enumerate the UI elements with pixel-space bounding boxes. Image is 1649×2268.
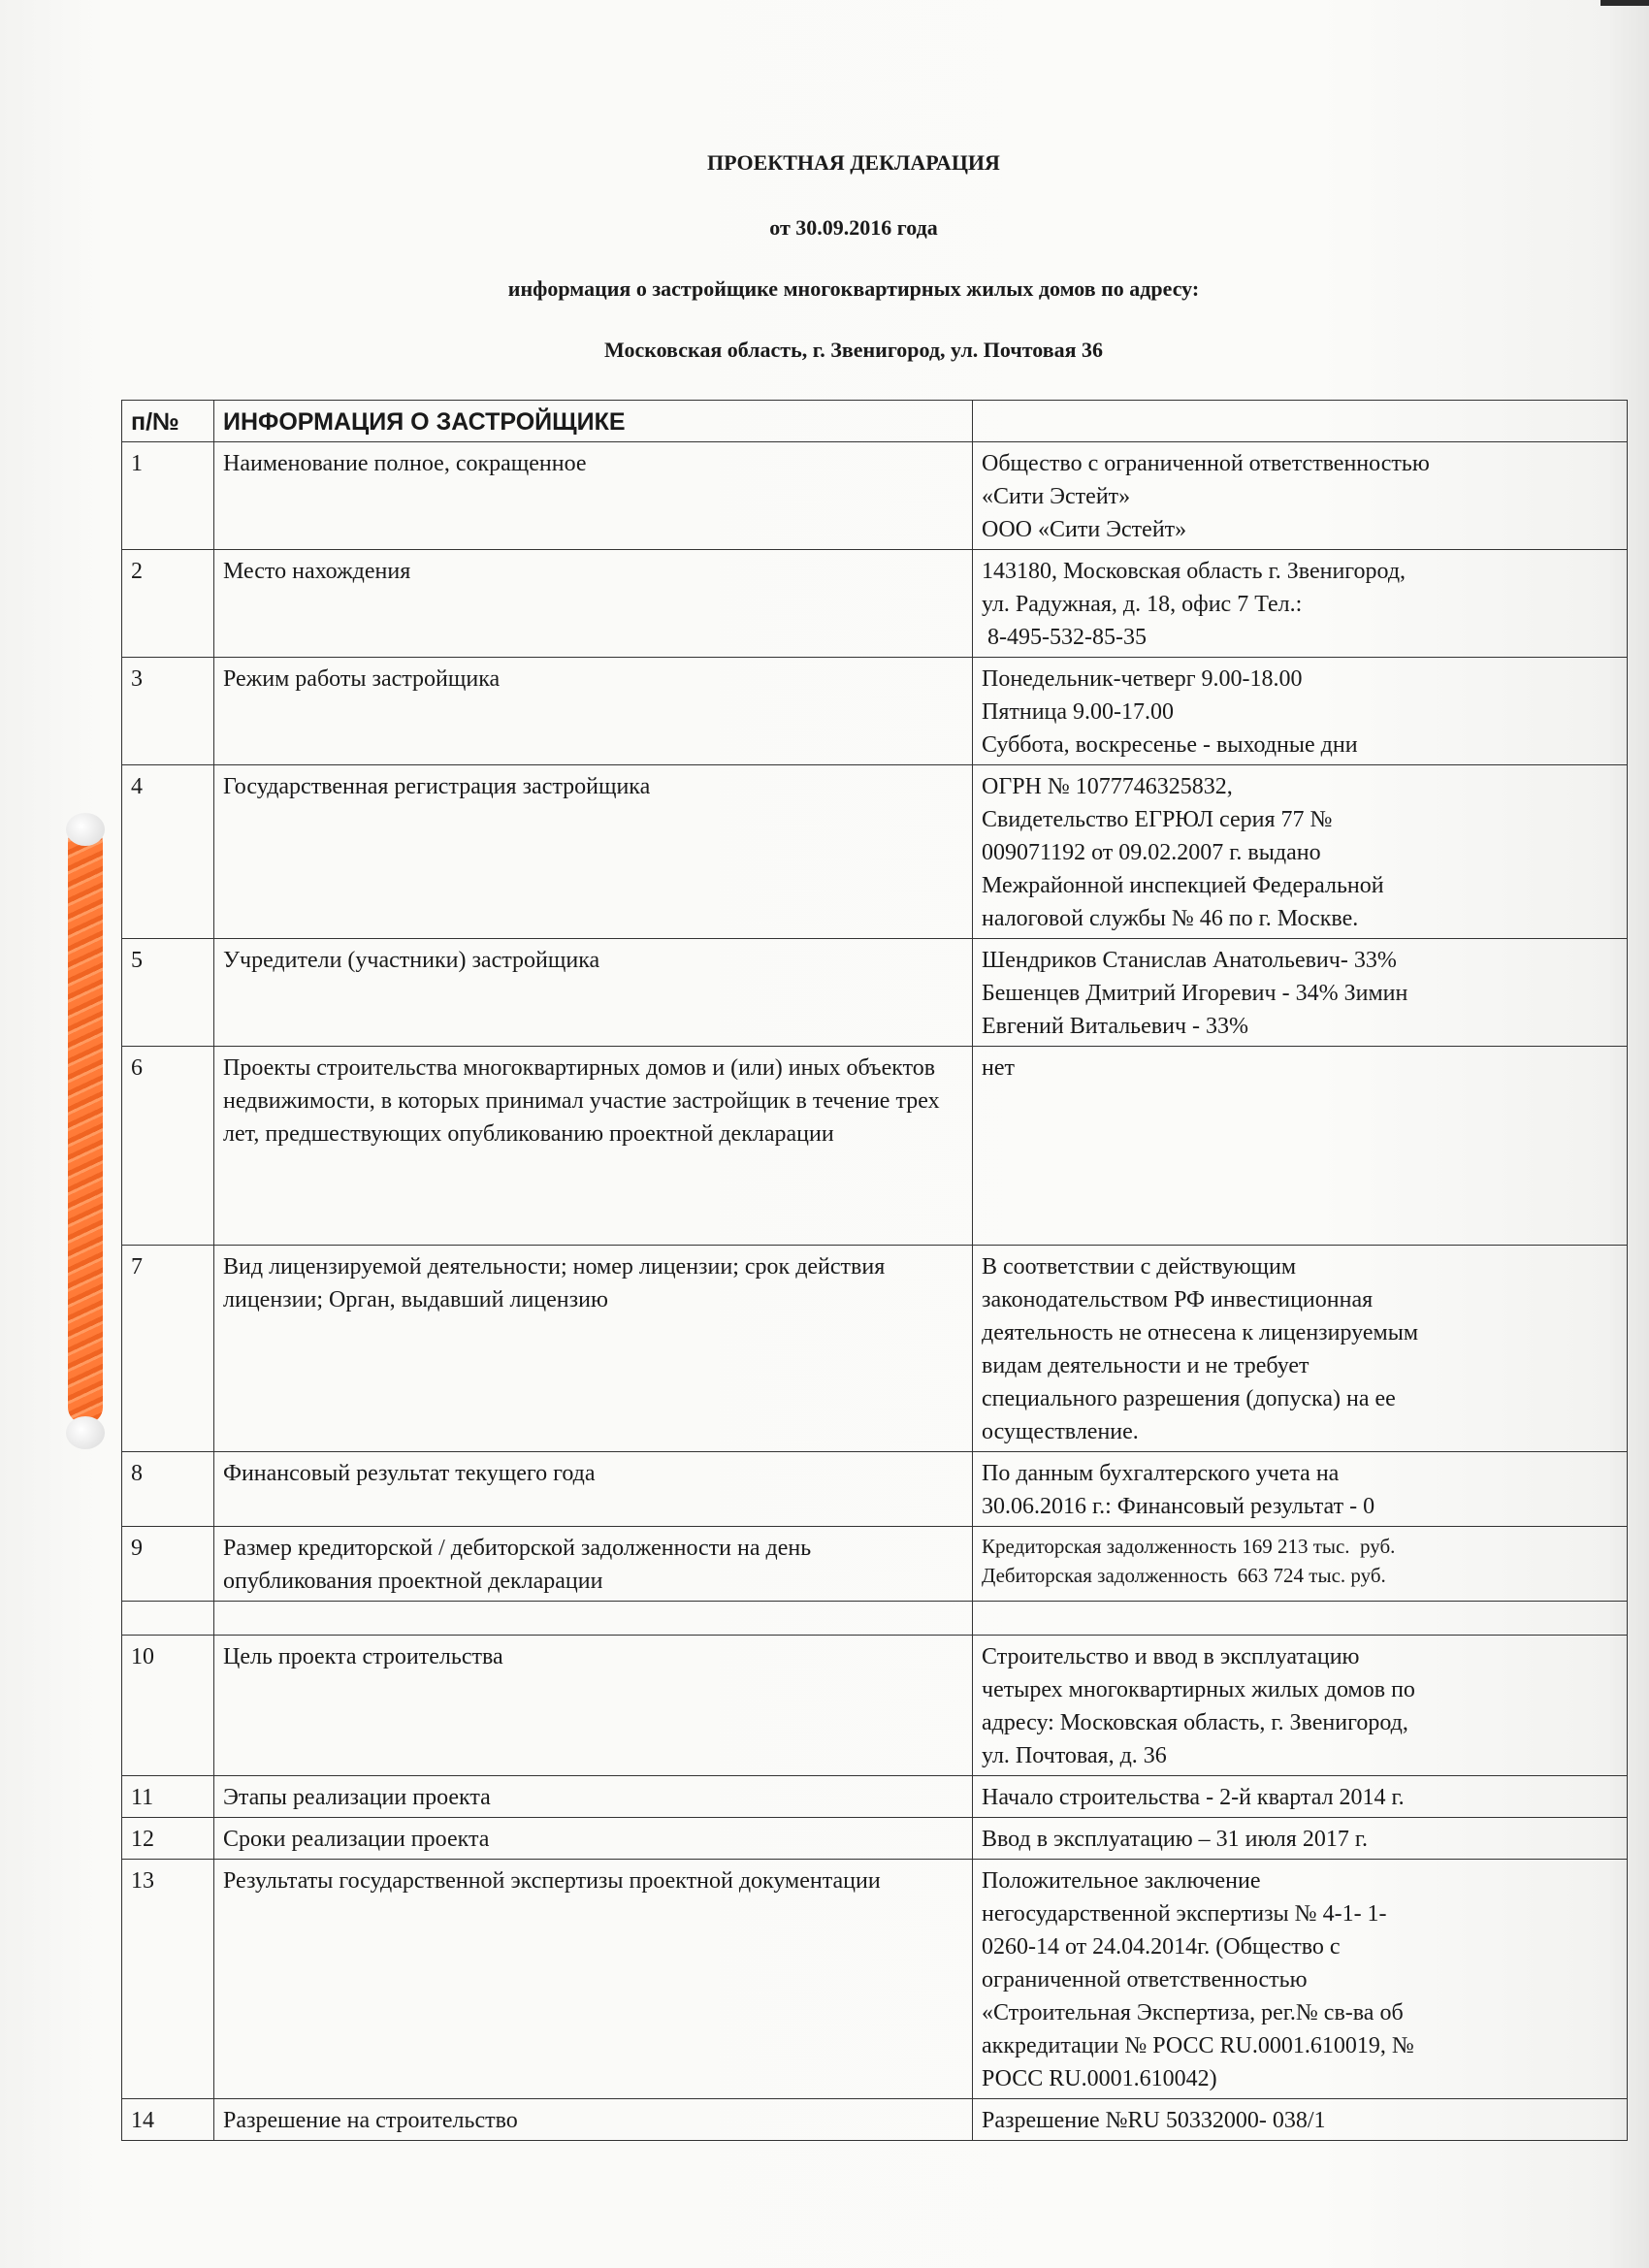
value-line: Свидетельство ЕГРЮЛ серия 77 № xyxy=(982,807,1333,832)
value-line: Бешенцев Дмитрий Игоревич - 34% Зимин xyxy=(982,981,1408,1006)
value-line: четырех многоквартирных жилых домов по xyxy=(982,1677,1415,1702)
row-number: 13 xyxy=(122,1860,214,2099)
row-field-name: Размер кредиторской / дебиторской задолженности на день опубликования проектной декларации xyxy=(214,1527,973,1602)
row-field-name: Сроки реализации проекта xyxy=(214,1818,973,1860)
row-field-value xyxy=(973,1246,1628,1452)
value-line: нет xyxy=(982,1055,1015,1081)
value-line: Суббота, воскресенье - выходные дни xyxy=(982,732,1358,758)
row-number: 5 xyxy=(122,939,214,1047)
row-field-name: Цель проекта строительства xyxy=(214,1636,973,1776)
row-field-value xyxy=(973,1776,1628,1818)
value-line: осуществление. xyxy=(982,1419,1139,1444)
row-number: 8 xyxy=(122,1452,214,1527)
row-number: 3 xyxy=(122,658,214,765)
row-field-value xyxy=(973,1047,1628,1246)
row-number: 6 xyxy=(122,1047,214,1246)
row-field-value xyxy=(973,442,1628,550)
table-row xyxy=(122,939,1628,1047)
value-line: «Сити Эстейт» xyxy=(982,484,1131,509)
row-field-value xyxy=(973,939,1628,1047)
document-title: ПРОЕКТНАЯ ДЕКЛАРАЦИЯ xyxy=(707,150,1000,175)
row-number: 2 xyxy=(122,550,214,658)
binding-cord-top-end xyxy=(66,813,105,846)
row-field-name: Режим работы застройщика xyxy=(214,658,973,765)
value-line: законодательством РФ инвестиционная xyxy=(982,1287,1374,1312)
row-field-value xyxy=(973,658,1628,765)
row-field-value xyxy=(973,1860,1628,2099)
value-line: В соответствии с действующим xyxy=(982,1254,1297,1280)
table-row xyxy=(122,1602,1628,1636)
value-line: негосударственной экспертизы № 4-1- 1- xyxy=(982,1901,1387,1927)
row-field-name: Разрешение на строительство xyxy=(214,2099,973,2141)
row-field-name: Вид лицензируемой деятельности; номер лицензии; срок действия лицензии; Орган, выдавший лицензию xyxy=(214,1246,973,1452)
value-line: Ввод в эксплуатацию – 31 июля 2017 г. xyxy=(982,1827,1368,1852)
value-line: адресу: Московская область, г. Звенигород, xyxy=(982,1710,1408,1735)
table-row xyxy=(122,1860,1628,2099)
row-number: 10 xyxy=(122,1636,214,1776)
value-line: Кредиторская задолженность 169 213 тыс. руб. xyxy=(982,1535,1396,1558)
header-value xyxy=(973,401,1628,442)
value-line: РОСС RU.0001.610042) xyxy=(982,2066,1217,2091)
row-field-name: Место нахождения xyxy=(214,550,973,658)
row-number: 14 xyxy=(122,2099,214,2141)
header-num: п/№ xyxy=(122,401,214,442)
document-address: Московская область, г. Звенигород, ул. Почтовая 36 xyxy=(603,338,1104,362)
value-line: 009071192 от 09.02.2007 г. выдано xyxy=(982,840,1321,865)
value-line: 0260-14 от 24.04.2014г. (Общество с xyxy=(982,1934,1341,1960)
row-field-name: Государственная регистрация застройщика xyxy=(214,765,973,939)
value-line: видам деятельности и не требует xyxy=(982,1353,1310,1378)
value-line: Дебиторская задолженность 663 724 тыс. руб. xyxy=(982,1564,1386,1587)
row-field-value xyxy=(973,1636,1628,1776)
table-row xyxy=(122,442,1628,550)
table-row xyxy=(122,2099,1628,2141)
value-line: ОГРН № 1077746325832, xyxy=(982,774,1233,799)
value-line: Строительство и ввод в эксплуатацию xyxy=(982,1644,1360,1669)
row-number xyxy=(122,1602,214,1636)
value-line: Понедельник-четверг 9.00-18.00 xyxy=(982,666,1303,692)
value-line: Межрайонной инспекцией Федеральной xyxy=(982,873,1384,898)
value-line: ул. Радужная, д. 18, офис 7 Тел.: xyxy=(982,592,1303,617)
value-line: Начало строительства - 2-й квартал 2014 г. xyxy=(982,1785,1405,1810)
row-field-value xyxy=(973,1602,1628,1636)
value-line: специального разрешения (допуска) на ее xyxy=(982,1386,1396,1411)
value-line: Шендриков Станислав Анатольевич- 33% xyxy=(982,948,1397,973)
table-row xyxy=(122,1452,1628,1527)
value-line: налоговой службы № 46 по г. Москве. xyxy=(982,906,1359,931)
row-field-value xyxy=(973,550,1628,658)
row-field-value xyxy=(973,765,1628,939)
table-row xyxy=(122,1776,1628,1818)
row-field-name xyxy=(214,1602,973,1636)
row-field-name: Этапы реализации проекта xyxy=(214,1776,973,1818)
row-field-name: Финансовый результат текущего года xyxy=(214,1452,973,1527)
table-row xyxy=(122,658,1628,765)
value-line: «Строительная Экспертиза, рег.№ св-ва об xyxy=(982,2000,1404,2025)
row-field-value xyxy=(973,1527,1628,1602)
value-line: ул. Почтовая, д. 36 xyxy=(982,1743,1167,1768)
value-line: аккредитации № РОСС RU.0001.610019, № xyxy=(982,2033,1414,2058)
value-line: Общество с ограниченной ответственностью xyxy=(982,451,1430,476)
value-line: деятельность не отнесена к лицензируемым xyxy=(982,1320,1419,1345)
row-field-name: Наименование полное, сокращенное xyxy=(214,442,973,550)
table-row xyxy=(122,1527,1628,1602)
row-field-name: Учредители (участники) застройщика xyxy=(214,939,973,1047)
row-field-value xyxy=(973,2099,1628,2141)
value-line: По данным бухгалтерского учета на xyxy=(982,1461,1340,1486)
value-line: 143180, Московская область г. Звенигород, xyxy=(982,559,1406,584)
row-number: 9 xyxy=(122,1527,214,1602)
row-number: 1 xyxy=(122,442,214,550)
value-line: ограниченной ответственностью xyxy=(982,1967,1308,1993)
binding-cord xyxy=(68,826,103,1423)
value-line: Разрешение №RU 50332000- 038/1 xyxy=(982,2108,1326,2133)
value-line: Положительное заключение xyxy=(982,1868,1261,1894)
row-number: 12 xyxy=(122,1818,214,1860)
row-field-name: Проекты строительства многоквартирных домов и (или) иных объектов недвижимости, в которых принимал участие застройщик в течение трех лет, предшествующих опубликованию проектной декларации xyxy=(214,1047,973,1246)
row-field-value xyxy=(973,1818,1628,1860)
document-date: от 30.09.2016 года xyxy=(769,215,938,240)
value-line: ООО «Сити Эстейт» xyxy=(982,517,1187,542)
table-row xyxy=(122,1636,1628,1776)
value-line: 30.06.2016 г.: Финансовый результат - 0 xyxy=(982,1494,1375,1519)
value-line: 8-495-532-85-35 xyxy=(982,625,1147,650)
row-field-value xyxy=(973,1452,1628,1527)
table-row xyxy=(122,765,1628,939)
header-title: ИНФОРМАЦИЯ О ЗАСТРОЙЩИКЕ xyxy=(214,401,973,442)
value-line xyxy=(982,1606,1618,1632)
row-number: 7 xyxy=(122,1246,214,1452)
table-row xyxy=(122,1246,1628,1452)
table-row xyxy=(122,1818,1628,1860)
row-number: 11 xyxy=(122,1776,214,1818)
value-line: Евгений Витальевич - 33% xyxy=(982,1014,1249,1039)
table-header-row xyxy=(122,401,1628,442)
row-field-name: Результаты государственной экспертизы проектной документации xyxy=(214,1860,973,2099)
developer-info-table xyxy=(121,400,1628,2141)
binding-cord-bottom-end xyxy=(66,1416,105,1449)
scan-edge-mark xyxy=(1600,0,1649,6)
table-row xyxy=(122,550,1628,658)
row-number: 4 xyxy=(122,765,214,939)
value-line: Пятница 9.00-17.00 xyxy=(982,699,1175,725)
table-row xyxy=(122,1047,1628,1246)
document-subtitle: информация о застройщике многоквартирных жилых домов по адресу: xyxy=(507,276,1200,301)
